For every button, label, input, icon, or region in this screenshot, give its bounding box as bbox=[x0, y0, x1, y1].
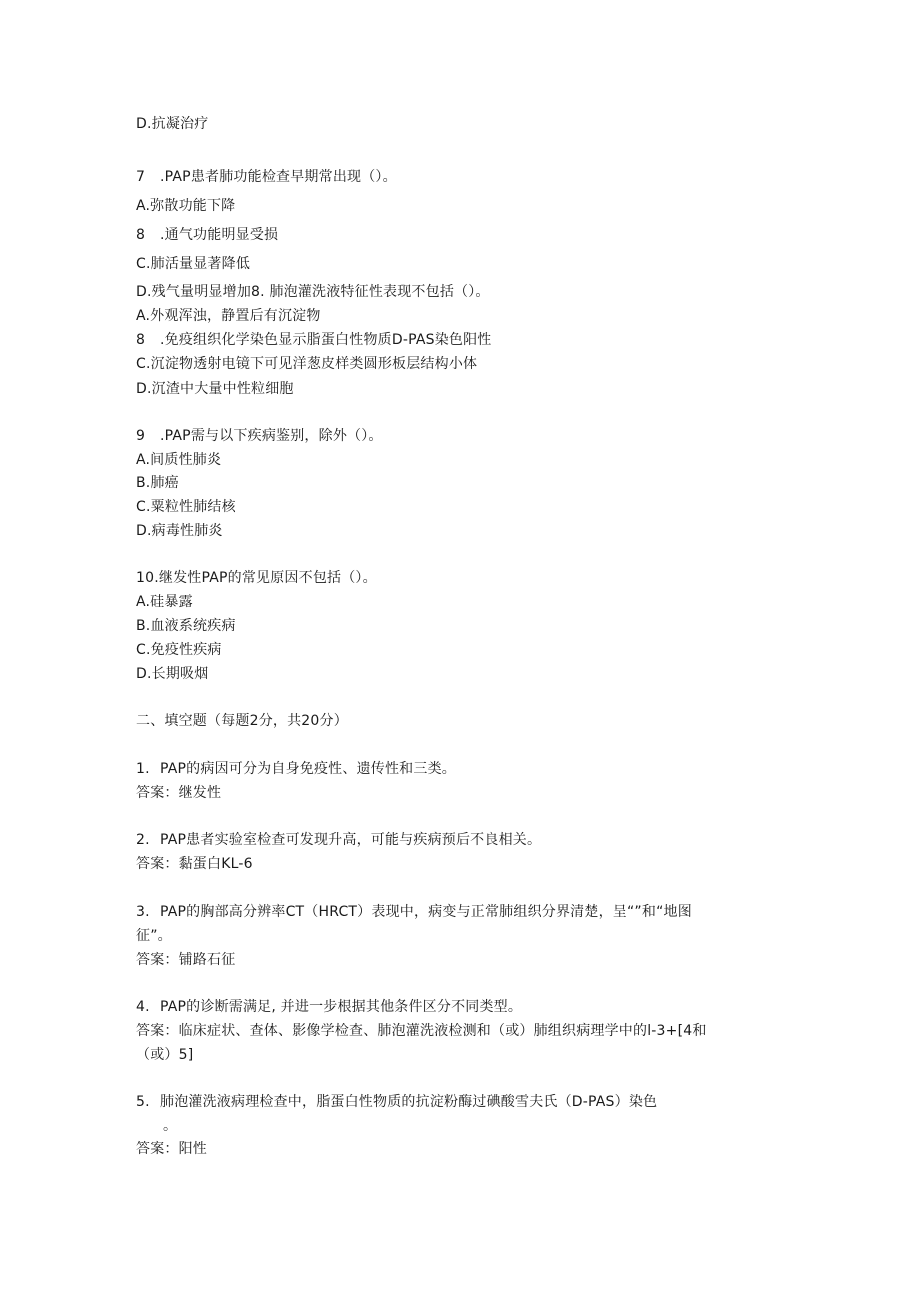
option-7a: A.弥散功能下降 bbox=[136, 198, 236, 214]
option-8a: A.外观浑浊，静置后有沉淀物 bbox=[136, 308, 321, 324]
option-8b: 8 .免疫组织化学染色显示脂蛋白性物质D-PAS染色阳性 bbox=[136, 332, 492, 348]
question-10: 10.继发性PAP的常见原因不包括（）。 bbox=[136, 570, 377, 586]
option-6d: D.抗凝治疗 bbox=[136, 116, 209, 132]
fill-answer-3: 答案：铺路石征 bbox=[136, 952, 236, 968]
option-9d: D.病毒性肺炎 bbox=[136, 523, 223, 539]
fill-answer-1: 答案：继发性 bbox=[136, 785, 222, 801]
option-10c: C.免疫性疾病 bbox=[136, 642, 222, 658]
fill-question-4: 4. PAP的诊断需满足, 并进一步根据其他条件区分不同类型。 bbox=[136, 999, 523, 1015]
fill-answer-4-cont: （或）5] bbox=[136, 1047, 194, 1063]
fill-question-1: 1. PAP的病因可分为自身免疫性、遗传性和三类。 bbox=[136, 761, 456, 777]
option-7b: 8 .通气功能明显受损 bbox=[136, 227, 279, 243]
option-9a: A.间质性肺炎 bbox=[136, 452, 222, 468]
option-10b: B.血液系统疾病 bbox=[136, 618, 236, 634]
fill-question-3-cont: 征”。 bbox=[136, 928, 172, 944]
option-10d: D.长期吸烟 bbox=[136, 666, 209, 682]
fill-question-5-cont: 。 bbox=[163, 1118, 178, 1134]
fill-answer-2: 答案：黏蛋白KL-6 bbox=[136, 856, 253, 872]
option-9b: B.肺癌 bbox=[136, 475, 179, 491]
fill-question-3: 3. PAP的胸部高分辨率CT（HRCT）表现中，病变与正常肺组织分界清楚，呈“”和“地图 bbox=[136, 904, 692, 920]
option-8d: D.沉渣中大量中性粒细胞 bbox=[136, 381, 294, 397]
fill-question-5: 5. 肺泡灌洗液病理检查中，脂蛋白性物质的抗淀粉酶过碘酸雪夫氏（D-PAS）染色 bbox=[136, 1094, 658, 1110]
option-7c: C.肺活量显著降低 bbox=[136, 256, 251, 272]
section-heading: 二、填空题（每题2分，共20分） bbox=[136, 713, 348, 729]
option-7d-question-8: D.残气量明显增加8. 肺泡灌洗液特征性表现不包括（）。 bbox=[136, 284, 490, 300]
fill-question-2: 2. PAP患者实验室检查可发现升高，可能与疾病预后不良相关。 bbox=[136, 832, 542, 848]
option-9c: C.粟粒性肺结核 bbox=[136, 499, 236, 515]
option-10a: A.硅暴露 bbox=[136, 594, 193, 610]
question-7: 7 .PAP患者肺功能检查早期常出现（）。 bbox=[136, 169, 397, 185]
fill-answer-5: 答案：阳性 bbox=[136, 1141, 207, 1157]
question-9: 9 .PAP需与以下疾病鉴别，除外（）。 bbox=[136, 428, 383, 444]
fill-answer-4: 答案：临床症状、查体、影像学检查、肺泡灌洗液检测和（或）肺组织病理学中的l-3+[4和 bbox=[136, 1023, 707, 1039]
option-8c: C.沉淀物透射电镜下可见洋葱皮样类圆形板层结构小体 bbox=[136, 356, 478, 372]
